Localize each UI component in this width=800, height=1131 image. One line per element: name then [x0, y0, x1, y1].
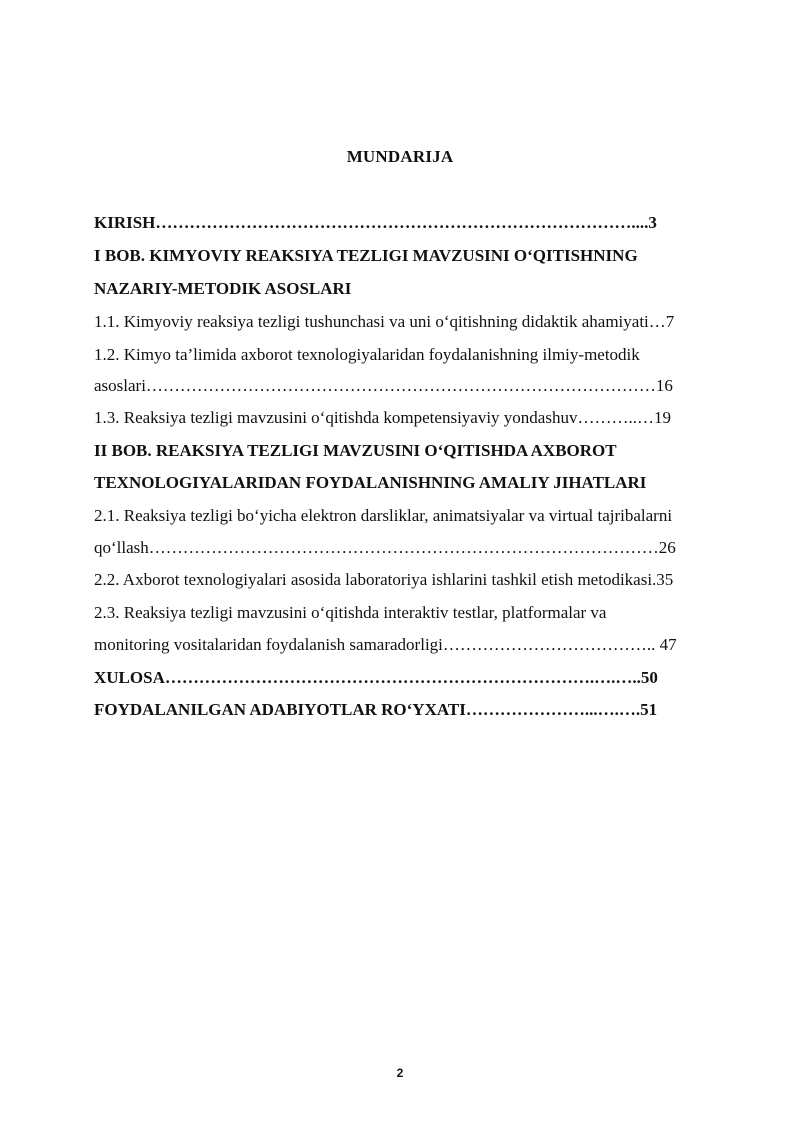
toc-entry-xulosa: XULOSA………………………………………………………………….….…..50: [94, 668, 658, 687]
page-number: 2: [396, 1066, 404, 1080]
toc-section-2-3-line-1: 2.3. Reaksiya tezligi mavzusini o‘qitishda interaktiv testlar, platformalar va: [94, 603, 607, 622]
page-title: MUNDARIJA: [346, 147, 454, 166]
toc-section-1-1: 1.1. Kimyoviy reaksiya tezligi tushunchasi va uni o‘qitishning didaktik ahamiyati…7: [94, 312, 675, 331]
toc-entry-bibliography: FOYDALANILGAN ADABIYOTLAR RO‘YXATI…………………...….….51: [94, 700, 658, 719]
toc-section-2-3-line-2: monitoring vositalaridan foydalanish samaradorligi……………………………….. 47: [94, 635, 677, 654]
toc-chapter-2-line-2: TEXNOLOGIYALARIDAN FOYDALANISHNING AMALIY JIHATLARI: [94, 473, 647, 492]
toc-section-2-1-line-2: qo‘llash………………………………………………………………………………26: [94, 538, 676, 557]
toc-section-2-1-line-1: 2.1. Reaksiya tezligi bo‘yicha elektron darsliklar, animatsiyalar va virtual tajribalarni: [94, 506, 673, 525]
toc-section-1-2-line-2: asoslari………………………………………………………………………………16: [94, 376, 673, 395]
toc-entry-kirish: KIRISH…………………………………………………………………………....3: [94, 213, 657, 232]
toc-section-1-2-line-1: 1.2. Kimyo ta’limida axborot texnologiyalaridan foydalanishning ilmiy-metodik: [94, 345, 640, 364]
toc-chapter-1-line-2: NAZARIY-METODIK ASOSLARI: [94, 279, 352, 298]
toc-chapter-2-line-1: II BOB. REAKSIYA TEZLIGI MAVZUSINI O‘QITISHDA AXBOROT: [94, 441, 617, 460]
toc-section-1-3: 1.3. Reaksiya tezligi mavzusini o‘qitishda kompetensiyaviy yondashuv………..…19: [94, 408, 671, 427]
toc-section-2-2: 2.2. Axborot texnologiyalari asosida laboratoriya ishlarini tashkil etish metodikasi.35: [94, 570, 674, 589]
toc-chapter-1-line-1: I BOB. KIMYOVIY REAKSIYA TEZLIGI MAVZUSINI O‘QITISHNING: [94, 246, 638, 265]
